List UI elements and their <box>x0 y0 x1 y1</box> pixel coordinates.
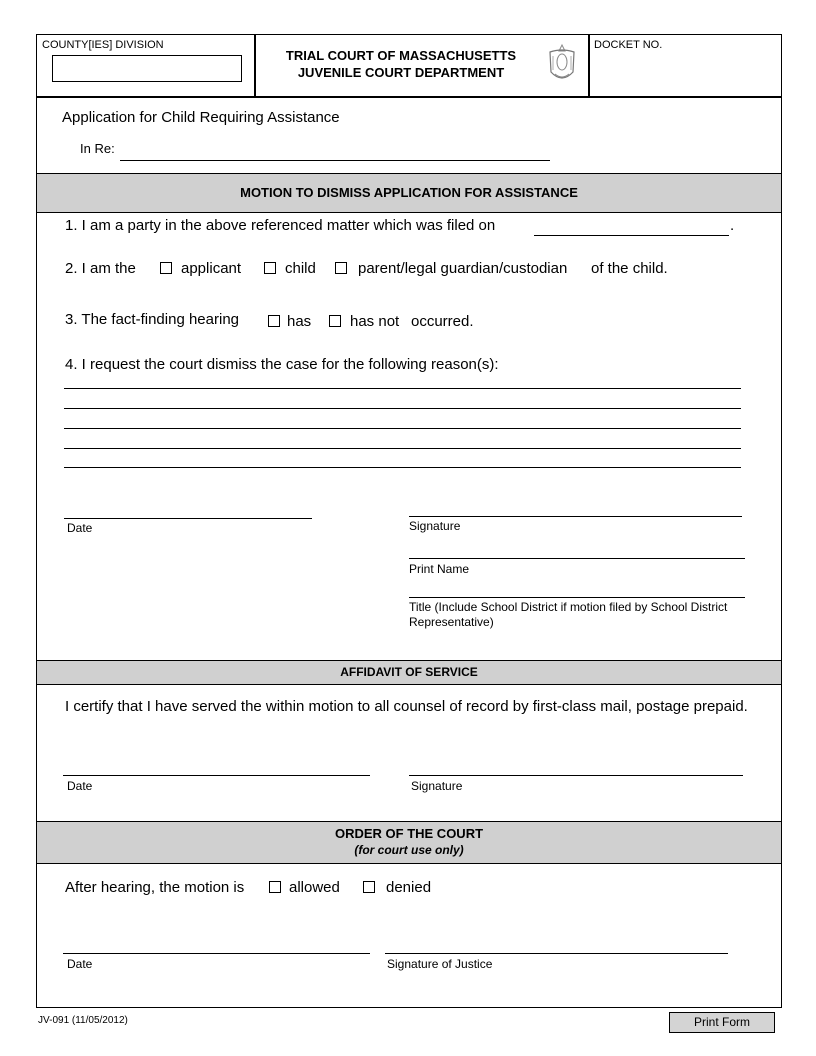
motion-heading: MOTION TO DISMISS APPLICATION FOR ASSISTANCE <box>37 173 781 213</box>
child-label: child <box>285 260 316 277</box>
motion-signature-label: Signature <box>409 519 461 533</box>
order-text: After hearing, the motion is <box>65 879 245 896</box>
print-name-label: Print Name <box>409 562 470 576</box>
header-divider-right <box>588 34 590 96</box>
order-heading-bar <box>37 821 781 864</box>
county-label: COUNTY[IES] DIVISION <box>42 39 164 51</box>
form-id: JV-091 (11/05/2012) <box>38 1015 128 1026</box>
item-2-suffix: of the child. <box>591 260 668 277</box>
child-checkbox[interactable] <box>264 262 276 274</box>
reason-line-3[interactable] <box>64 412 741 429</box>
header-bottom-rule <box>36 96 782 98</box>
item-3-prefix: 3. The fact-finding hearing <box>65 311 240 328</box>
order-date-label: Date <box>67 957 93 971</box>
item-1-period: . <box>730 217 735 234</box>
allowed-checkbox[interactable] <box>269 881 281 893</box>
affidavit-heading: AFFIDAVIT OF SERVICE <box>37 660 781 685</box>
massachusetts-seal-icon <box>546 42 578 91</box>
justice-signature-label: Signature of Justice <box>387 957 493 971</box>
application-title: Application for Child Requiring Assistance <box>62 109 340 126</box>
item-2-prefix: 2. I am the <box>65 260 136 277</box>
motion-signature-line[interactable] <box>409 516 742 517</box>
applicant-checkbox[interactable] <box>160 262 172 274</box>
in-re-input[interactable] <box>120 144 550 161</box>
court-line-2: JUVENILE COURT DEPARTMENT <box>297 65 505 80</box>
has-not-label: has not <box>350 313 400 330</box>
has-checkbox[interactable] <box>268 315 280 327</box>
order-heading: ORDER OF THE COURT <box>334 826 484 841</box>
order-date-line[interactable] <box>63 953 370 954</box>
denied-label: denied <box>386 879 432 896</box>
court-line-1: TRIAL COURT OF MASSACHUSETTS <box>285 48 517 63</box>
item-3-suffix: occurred. <box>411 313 474 330</box>
affidavit-date-label: Date <box>67 779 93 793</box>
title-line[interactable] <box>409 597 745 598</box>
reason-line-5[interactable] <box>64 451 741 468</box>
has-label: has <box>287 313 312 330</box>
justice-signature-line[interactable] <box>385 953 728 954</box>
docket-label: DOCKET NO. <box>594 39 663 51</box>
guardian-label: parent/legal guardian/custodian <box>358 260 568 277</box>
affidavit-date-line[interactable] <box>63 775 370 776</box>
print-name-line[interactable] <box>409 558 745 559</box>
in-re-label: In Re: <box>80 141 115 156</box>
affidavit-text: I certify that I have served the within motion to all counsel of record by first-class mail, postage prepaid. <box>65 698 748 715</box>
filed-date-input[interactable] <box>534 219 729 236</box>
county-input[interactable] <box>52 55 242 82</box>
item-4-text: 4. I request the court dismiss the case for the following reason(s): <box>65 356 499 373</box>
reason-line-2[interactable] <box>64 392 741 409</box>
print-form-button[interactable]: Print Form <box>669 1012 775 1033</box>
order-subheading: (for court use only) <box>354 843 464 857</box>
reason-line-1[interactable] <box>64 372 741 389</box>
guardian-checkbox[interactable] <box>335 262 347 274</box>
court-title <box>256 47 546 81</box>
allowed-label: allowed <box>289 879 340 896</box>
has-not-checkbox[interactable] <box>329 315 341 327</box>
reason-line-4[interactable] <box>64 432 741 449</box>
motion-date-label: Date <box>67 521 93 535</box>
item-1-text: 1. I am a party in the above referenced matter which was filed on <box>65 217 496 234</box>
title-label: Title (Include School District if motion filed by School District Representative) <box>409 600 728 629</box>
affidavit-signature-line[interactable] <box>409 775 743 776</box>
affidavit-signature-label: Signature <box>411 779 463 793</box>
motion-date-line[interactable] <box>64 518 312 519</box>
applicant-label: applicant <box>181 260 242 277</box>
denied-checkbox[interactable] <box>363 881 375 893</box>
docket-input[interactable] <box>592 52 778 92</box>
